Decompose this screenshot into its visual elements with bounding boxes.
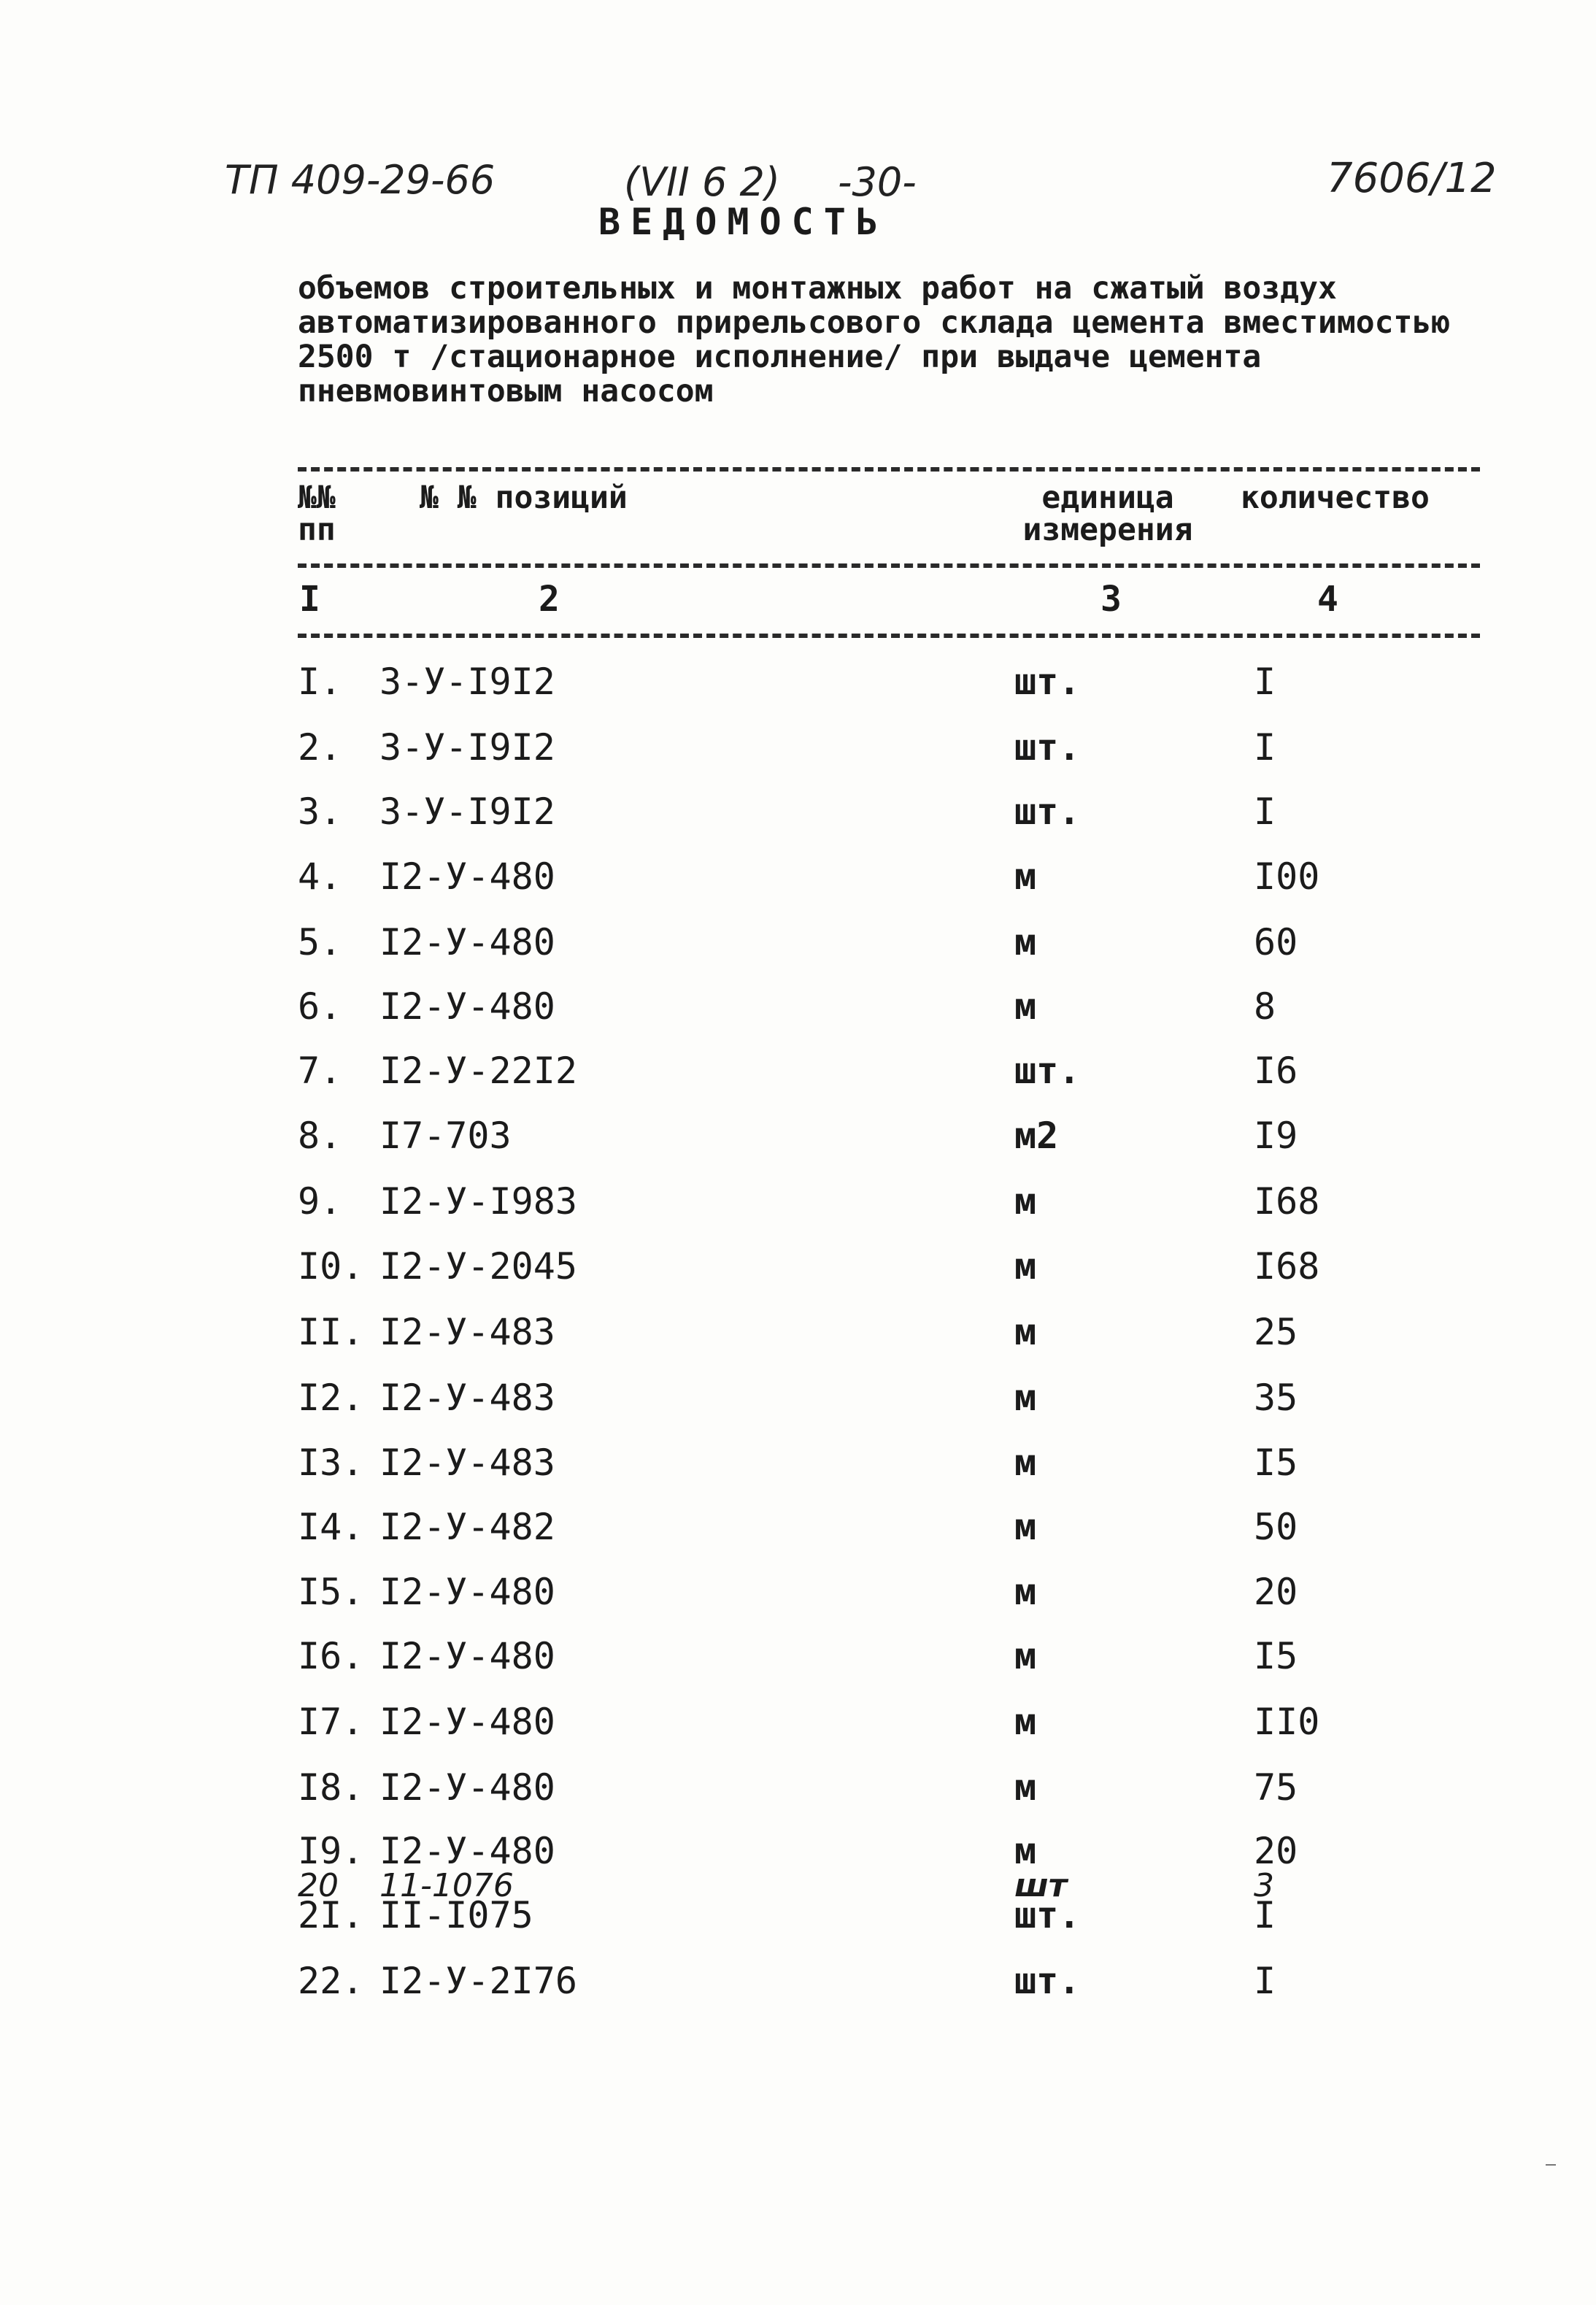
archive-number: 7606/12 <box>1327 155 1497 202</box>
cell-quantity: 20 <box>1254 1830 1298 1872</box>
table-row <box>0 855 1596 914</box>
table-row <box>0 726 1596 785</box>
cell-quantity: 3 <box>1254 1867 1274 1904</box>
table-row <box>0 661 1596 719</box>
table-row <box>0 1894 1596 1952</box>
table-row <box>0 1960 1596 2018</box>
cell-unit: шт. <box>1014 790 1081 833</box>
table-rule-columns <box>298 634 1480 638</box>
cell-position: 3-У-I9I2 <box>379 726 555 769</box>
table-row <box>0 1115 1596 1173</box>
cell-position: I7-703 <box>379 1115 512 1157</box>
cell-quantity: I00 <box>1254 855 1320 898</box>
cell-unit: м2 <box>1014 1115 1059 1157</box>
cell-unit: шт. <box>1014 661 1081 703</box>
cell-unit: м <box>1014 1635 1037 1677</box>
table-row <box>0 1050 1596 1108</box>
cell-num: I7. <box>298 1701 364 1743</box>
cell-quantity: 35 <box>1254 1377 1298 1419</box>
cell-unit: м <box>1014 1571 1037 1613</box>
cell-unit: м <box>1014 1311 1037 1353</box>
cell-num: I5. <box>298 1571 364 1613</box>
cell-quantity: I <box>1254 661 1276 703</box>
table-rule-top <box>298 467 1480 472</box>
cell-quantity: I5 <box>1254 1635 1298 1677</box>
cell-position: 3-У-I9I2 <box>379 661 555 703</box>
cell-num: 6. <box>298 985 342 1028</box>
cell-quantity: 50 <box>1254 1506 1298 1548</box>
column-number-2: 2 <box>539 579 560 620</box>
column-number-3: 3 <box>1100 579 1122 620</box>
table-row <box>0 921 1596 980</box>
cell-position: I2-У-I983 <box>379 1180 577 1223</box>
cell-num: II. <box>298 1311 364 1353</box>
cell-unit: м <box>1014 1766 1037 1809</box>
header-unit: единица измерения <box>1022 480 1193 548</box>
table-row <box>0 1635 1596 1693</box>
cell-unit: м <box>1014 1442 1037 1484</box>
cell-num: 4. <box>298 855 342 898</box>
sheet-code: (VII 6 2) <box>624 159 780 205</box>
cell-unit: шт. <box>1014 726 1081 769</box>
table-row <box>0 1766 1596 1825</box>
column-number-1: I <box>299 579 320 620</box>
cell-position: I2-У-480 <box>379 855 555 898</box>
table-row <box>0 1245 1596 1304</box>
cell-unit: м <box>1014 921 1037 963</box>
table-row <box>0 1506 1596 1564</box>
table-row <box>0 1311 1596 1369</box>
cell-unit: м <box>1014 855 1037 898</box>
cell-unit: м <box>1014 1701 1037 1743</box>
cell-quantity: I6 <box>1254 1050 1298 1092</box>
cell-unit: м <box>1014 1180 1037 1223</box>
cell-quantity: II0 <box>1254 1701 1320 1743</box>
cell-position: I2-У-2045 <box>379 1245 577 1288</box>
cell-position: I2-У-480 <box>379 1571 555 1613</box>
margin-mark <box>1546 2164 1556 2166</box>
column-number-4: 4 <box>1317 579 1338 620</box>
cell-position: I2-У-2I76 <box>379 1960 577 2002</box>
cell-num: 7. <box>298 1050 342 1092</box>
cell-quantity: I68 <box>1254 1245 1320 1288</box>
cell-position: I2-У-483 <box>379 1311 555 1353</box>
document-code: ТП 409-29-66 <box>225 157 496 203</box>
table-row <box>0 1571 1596 1629</box>
cell-position: 11-1076 <box>379 1867 514 1904</box>
table-rule-header <box>298 563 1480 568</box>
cell-quantity: 25 <box>1254 1311 1298 1353</box>
cell-num: 3. <box>298 790 342 833</box>
cell-position: I2-У-480 <box>379 1766 555 1809</box>
cell-unit: шт. <box>1014 1050 1081 1092</box>
cell-num: 2. <box>298 726 342 769</box>
cell-num: I3. <box>298 1442 364 1484</box>
cell-quantity: 8 <box>1254 985 1276 1028</box>
cell-num: I0. <box>298 1245 364 1288</box>
cell-quantity: I <box>1254 1894 1276 1936</box>
cell-quantity: 20 <box>1254 1571 1298 1613</box>
cell-quantity: I68 <box>1254 1180 1320 1223</box>
cell-position: I2-У-480 <box>379 921 555 963</box>
cell-position: I2-У-483 <box>379 1442 555 1484</box>
document-title: ВЕДОМОСТЬ <box>598 201 888 243</box>
cell-position: I2-У-480 <box>379 1830 555 1872</box>
cell-num: 2I. <box>298 1894 364 1936</box>
cell-num: I6. <box>298 1635 364 1677</box>
cell-unit: шт <box>1014 1867 1068 1904</box>
cell-num: 8. <box>298 1115 342 1157</box>
table-row <box>0 1701 1596 1759</box>
cell-unit: м <box>1014 1506 1037 1548</box>
document-subtitle: объемов строительных и монтажных работ на сжатый воздух автоматизированного прирельсового склада цемента вместимостью 2500 т /стационарное исполнение/ при выдаче цемента пневмовинтовым насосом <box>298 270 1451 409</box>
cell-position: I2-У-480 <box>379 1701 555 1743</box>
table-row <box>0 1442 1596 1500</box>
cell-position: I2-У-22I2 <box>379 1050 577 1092</box>
header-num: №№ пп <box>298 480 336 548</box>
cell-position: I2-У-480 <box>379 1635 555 1677</box>
table-row <box>0 1377 1596 1435</box>
cell-num: 22. <box>298 1960 364 2002</box>
cell-quantity: 60 <box>1254 921 1298 963</box>
cell-position: I2-У-480 <box>379 985 555 1028</box>
cell-unit: шт. <box>1014 1960 1081 2002</box>
cell-unit: м <box>1014 1377 1037 1419</box>
cell-position: I2-У-482 <box>379 1506 555 1548</box>
cell-num: I2. <box>298 1377 364 1419</box>
cell-unit: м <box>1014 1245 1037 1288</box>
cell-num: 5. <box>298 921 342 963</box>
cell-quantity: I <box>1254 790 1276 833</box>
header-quantity: количество <box>1241 480 1430 516</box>
cell-quantity: 75 <box>1254 1766 1298 1809</box>
cell-num: I. <box>298 661 342 703</box>
cell-unit: м <box>1014 985 1037 1028</box>
table-row <box>0 985 1596 1044</box>
table-row <box>0 1180 1596 1239</box>
cell-quantity: I9 <box>1254 1115 1298 1157</box>
cell-quantity: I5 <box>1254 1442 1298 1484</box>
cell-num: I9. <box>298 1830 364 1872</box>
cell-num: I8. <box>298 1766 364 1809</box>
cell-position: II-I075 <box>379 1894 533 1936</box>
cell-num: 9. <box>298 1180 342 1223</box>
page-number: -30- <box>838 159 917 205</box>
cell-position: I2-У-483 <box>379 1377 555 1419</box>
cell-unit: м <box>1014 1830 1037 1872</box>
table-row <box>0 790 1596 849</box>
cell-quantity: I <box>1254 726 1276 769</box>
cell-position: 3-У-I9I2 <box>379 790 555 833</box>
cell-quantity: I <box>1254 1960 1276 2002</box>
cell-num: 20 <box>298 1867 339 1904</box>
cell-unit: шт. <box>1014 1894 1081 1936</box>
cell-num: I4. <box>298 1506 364 1548</box>
header-position: № № позиций <box>420 480 628 516</box>
